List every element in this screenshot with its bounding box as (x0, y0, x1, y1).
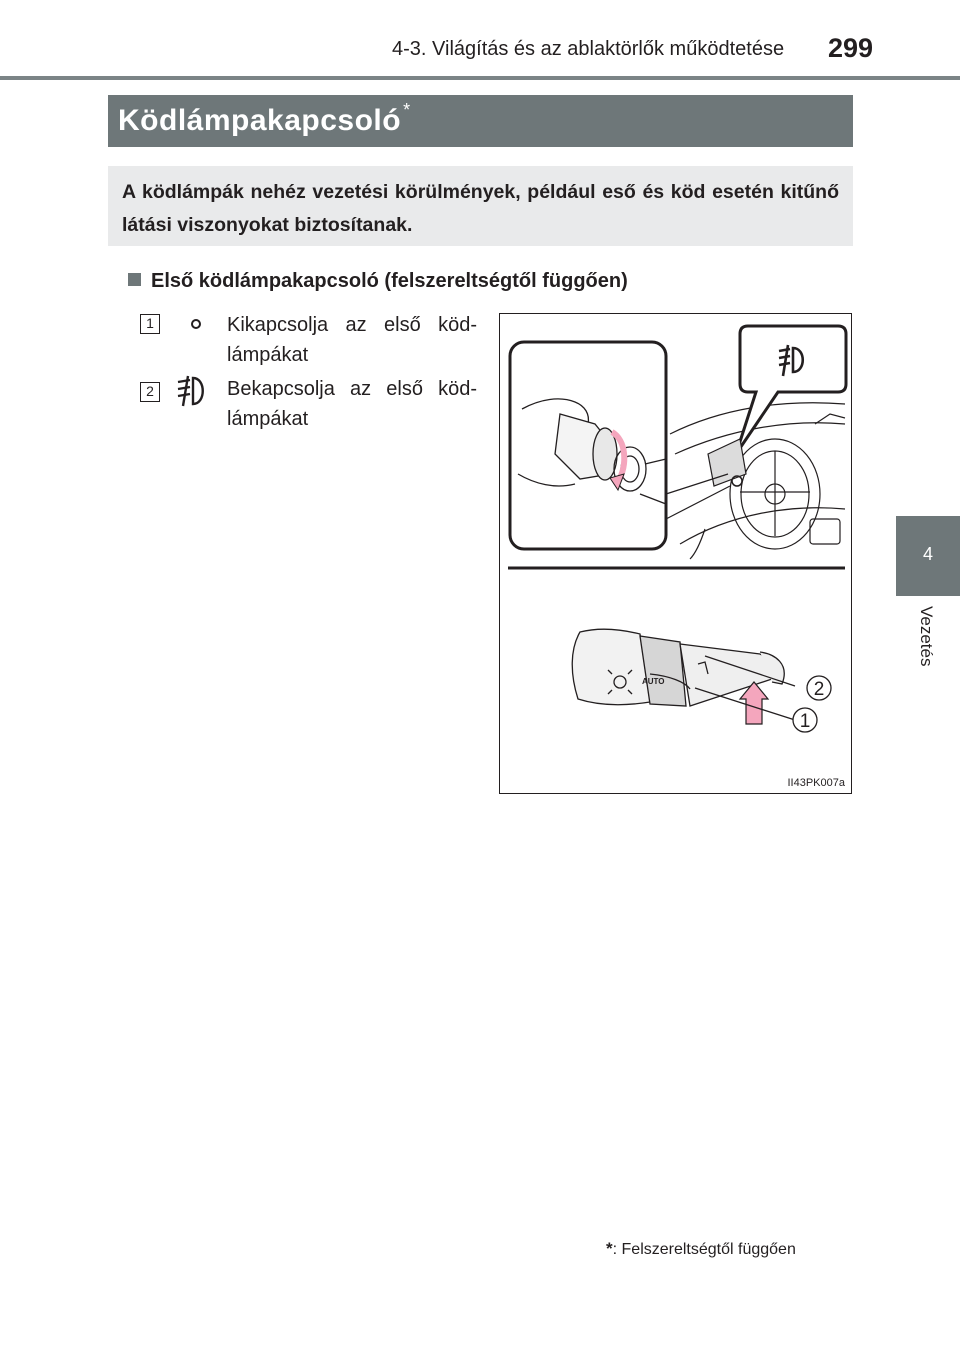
square-bullet-icon (128, 273, 141, 286)
section-title-bar (108, 95, 853, 147)
item-number: 1 (140, 314, 160, 334)
page-number: 299 (828, 33, 874, 63)
figure-code: II43PK007a (787, 777, 845, 789)
callout-2: 2 (813, 679, 825, 700)
item-text: Kikapcsolja az első köd-lámpákat (227, 314, 477, 366)
intro-text: A ködlámpák nehéz vezetési körülmények, például eső és köd esetén kitűnő látási viszonyokat biztosítanak. (122, 181, 839, 236)
list-item (140, 374, 480, 438)
sub-heading-text: Első ködlámpakapcsoló (felszereltségtől függően) (151, 270, 628, 292)
sub-heading (128, 270, 628, 293)
footnote-text: : Felszereltségtől függően (612, 1241, 796, 1258)
header-divider (0, 76, 960, 80)
switch-auto-label: AUTO (642, 677, 665, 686)
chapter-tab (896, 516, 960, 596)
title-asterisk: * (403, 100, 411, 120)
chapter-number: 4 (922, 544, 933, 564)
item-text: Bekapcsolja az első köd-lámpákat (227, 378, 477, 430)
footnote-asterisk: * (606, 1239, 613, 1258)
off-circle-icon (174, 310, 214, 345)
chapter-label: Vezetés (917, 606, 936, 667)
header-section-title: 4-3. Világítás és az ablaktörlők működtetése (392, 38, 785, 60)
list-item (140, 310, 480, 374)
callout-1: 1 (799, 711, 811, 732)
item-number: 2 (140, 382, 160, 402)
footnote (606, 1239, 796, 1259)
illustration-figure (499, 313, 852, 794)
section-title: Ködlámpakapcsoló (118, 104, 402, 137)
intro-box (108, 166, 853, 246)
front-fog-lamp-icon (176, 374, 210, 415)
fog-switch-illustration (500, 314, 853, 795)
